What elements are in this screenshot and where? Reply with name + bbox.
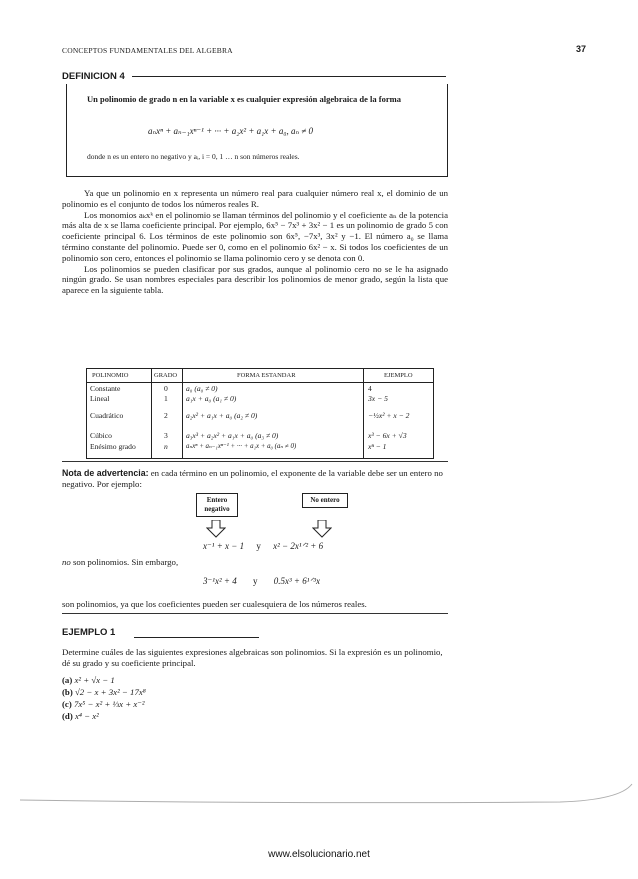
table-cell: 4 [368,384,372,393]
polynomial-degree-table [86,368,434,459]
definition-statement: Un polinomio de grado n en la variable x es cualquier expresión algebraica de la forma [87,94,401,104]
table-cell: 0 [164,384,168,393]
table-cell: 2 [164,411,168,420]
item-label: (c) [62,699,72,709]
paragraph-classification: Los polinomios se pueden clasificar por sus grados, aunque al polinomio cero no se le ha asignado ningún grado. Se usan nombres especiales para describir los polinomios de menor grado, según la lista que aparece en la siguiente tabla. [62,263,448,296]
table-cell: Cúbico [90,431,112,440]
table-cell: Lineal [90,394,110,403]
caution-label: Nota de advertencia: [62,468,149,478]
down-arrow-icon [206,520,226,538]
table-header-rule [87,382,433,383]
table-cell: aₙxⁿ + aₙ₋₁xⁿ⁻¹ + ··· + a₁x + a₀ (aₙ ≠ 0) [186,443,297,450]
not-polynomial-text: son polinomios. Sin embargo, [70,557,179,567]
table-cell: −½x² + x − 2 [368,411,410,420]
footer-url[interactable]: www.elsolucionario.net [268,849,370,860]
table-cell: a₁x + a₀ (a₁ ≠ 0) [186,394,237,403]
table-cell: xⁿ − 1 [368,442,387,451]
table-header-forma: FORMA ESTANDAR [237,372,296,379]
conjunction: y [256,541,261,551]
formula-fractional-exponent: x² − 2x¹ᐟ² + 6 [273,541,324,551]
table-cell: a₀ (a₀ ≠ 0) [186,384,218,393]
table-cell: Enésimo grado [90,442,136,451]
italic-no: no [62,557,71,567]
example-heading-rule [134,637,259,638]
section-rule [62,613,448,614]
polynomial-examples [203,576,320,587]
running-header: CONCEPTOS FUNDAMENTALES DEL ALGEBRA [62,46,233,55]
table-cell: 1 [164,394,168,403]
definition-text [87,94,427,105]
page-number: 37 [576,44,587,54]
non-integer-tag: No entero [302,493,348,508]
definition-heading-rule [132,76,446,77]
example-instructions: Determine cuáles de las siguientes expresiones algebraicas son polinomios. Si la expresión es un polinomio, dé su grado y su coeficiente principal. [62,647,443,668]
definition-heading: DEFINICION 4 [62,71,125,82]
table-header-ejemplo: EJEMPLO [384,372,413,379]
item-expression: x² + √x − 1 [74,675,115,685]
table-cell: 3x − 5 [368,394,388,403]
caution-text: en cada término en un polinomio, el exponente de la variable debe ser un entero no negativo. Por ejemplo: [62,468,443,489]
item-label: (b) [62,687,73,697]
conjunction: y [252,576,258,586]
down-arrow-icon [312,520,332,538]
example-item [62,699,145,710]
definition-formula: aₙxⁿ + aₙ₋₁xⁿ⁻¹ + ··· + a₂x² + a₁x + a₀, aₙ ≠ 0 [148,126,314,136]
paragraph-terms: Los monomios aₖxᵏ en el polinomio se llaman términos del polinomio y el coeficiente aₙ de la potencia más alta de x se llama coeficiente principal. Por ejemplo, 6x⁵ − 7x³ + 3x² − 1 es un polinomio de grado 5 con coeficiente principal 6. Los términos de este polinomio son 6x⁵, −7x³, 3x² y −1. El número a₀ se llama término constante del polinomio. Puede ser 0, como en el polinomio 6x² − x. Si todos los coeficientes de un polinomio son cero, entonces el polinomio se llama polinomio cero y se denota con 0. [62,209,448,263]
not-polynomial-line [62,557,178,567]
example-item [62,687,146,697]
table-header-polinomio: POLINOMIO [92,372,129,379]
table-cell: 3 [164,431,168,440]
negative-integer-tag: Entero negativo [196,493,238,517]
table-cell: x³ − 6x + √3 [368,431,407,440]
formula-fractional-coefficient: 3⁻¹x² + 4 [203,576,237,586]
table-cell: Constante [90,384,121,393]
table-cell: a₃x³ + a₂x² + a₁x + a₀ (a₃ ≠ 0) [186,431,279,440]
paragraph-domain: Ya que un polinomio en x representa un número real para cualquier número real x, el dominio de un polinomio es el conjunto de todos los números reales R. [62,188,448,209]
formula-decimal-coefficient: 0.5x³ + 6¹ᐟ³x [273,576,320,586]
example-item [62,711,99,721]
non-polynomial-examples [203,541,323,552]
formula-negative-exponent: x⁻¹ + x − 1 [203,541,245,551]
item-label: (d) [62,711,73,721]
table-cell: Cuadrático [90,411,124,420]
scan-edge-shadow [0,780,638,810]
example-item [62,675,115,685]
table-header-grado: GRADO [154,372,178,379]
table-cell: a₂x² + a₁x + a₀ (a₂ ≠ 0) [186,411,258,420]
table-cell: n [164,442,168,451]
caution-note [62,468,448,490]
example-heading: EJEMPLO 1 [62,627,116,638]
item-label: (a) [62,675,73,685]
definition-heading-row [62,71,446,83]
section-rule [62,461,448,462]
item-expression: √2 − x + 3x² − 17x⁸ [74,687,146,697]
item-expression: 7x⁵ − x² + ⅓x + x⁻² [73,699,145,709]
closing-line: son polinomios, ya que los coeficientes pueden ser cualesquiera de los números reales. [62,599,367,609]
item-expression: x⁴ − x² [74,711,99,721]
body-text [62,188,448,296]
definition-note: donde n es un entero no negativo y aᵢ, i = 0, 1 … n son números reales. [87,152,300,161]
